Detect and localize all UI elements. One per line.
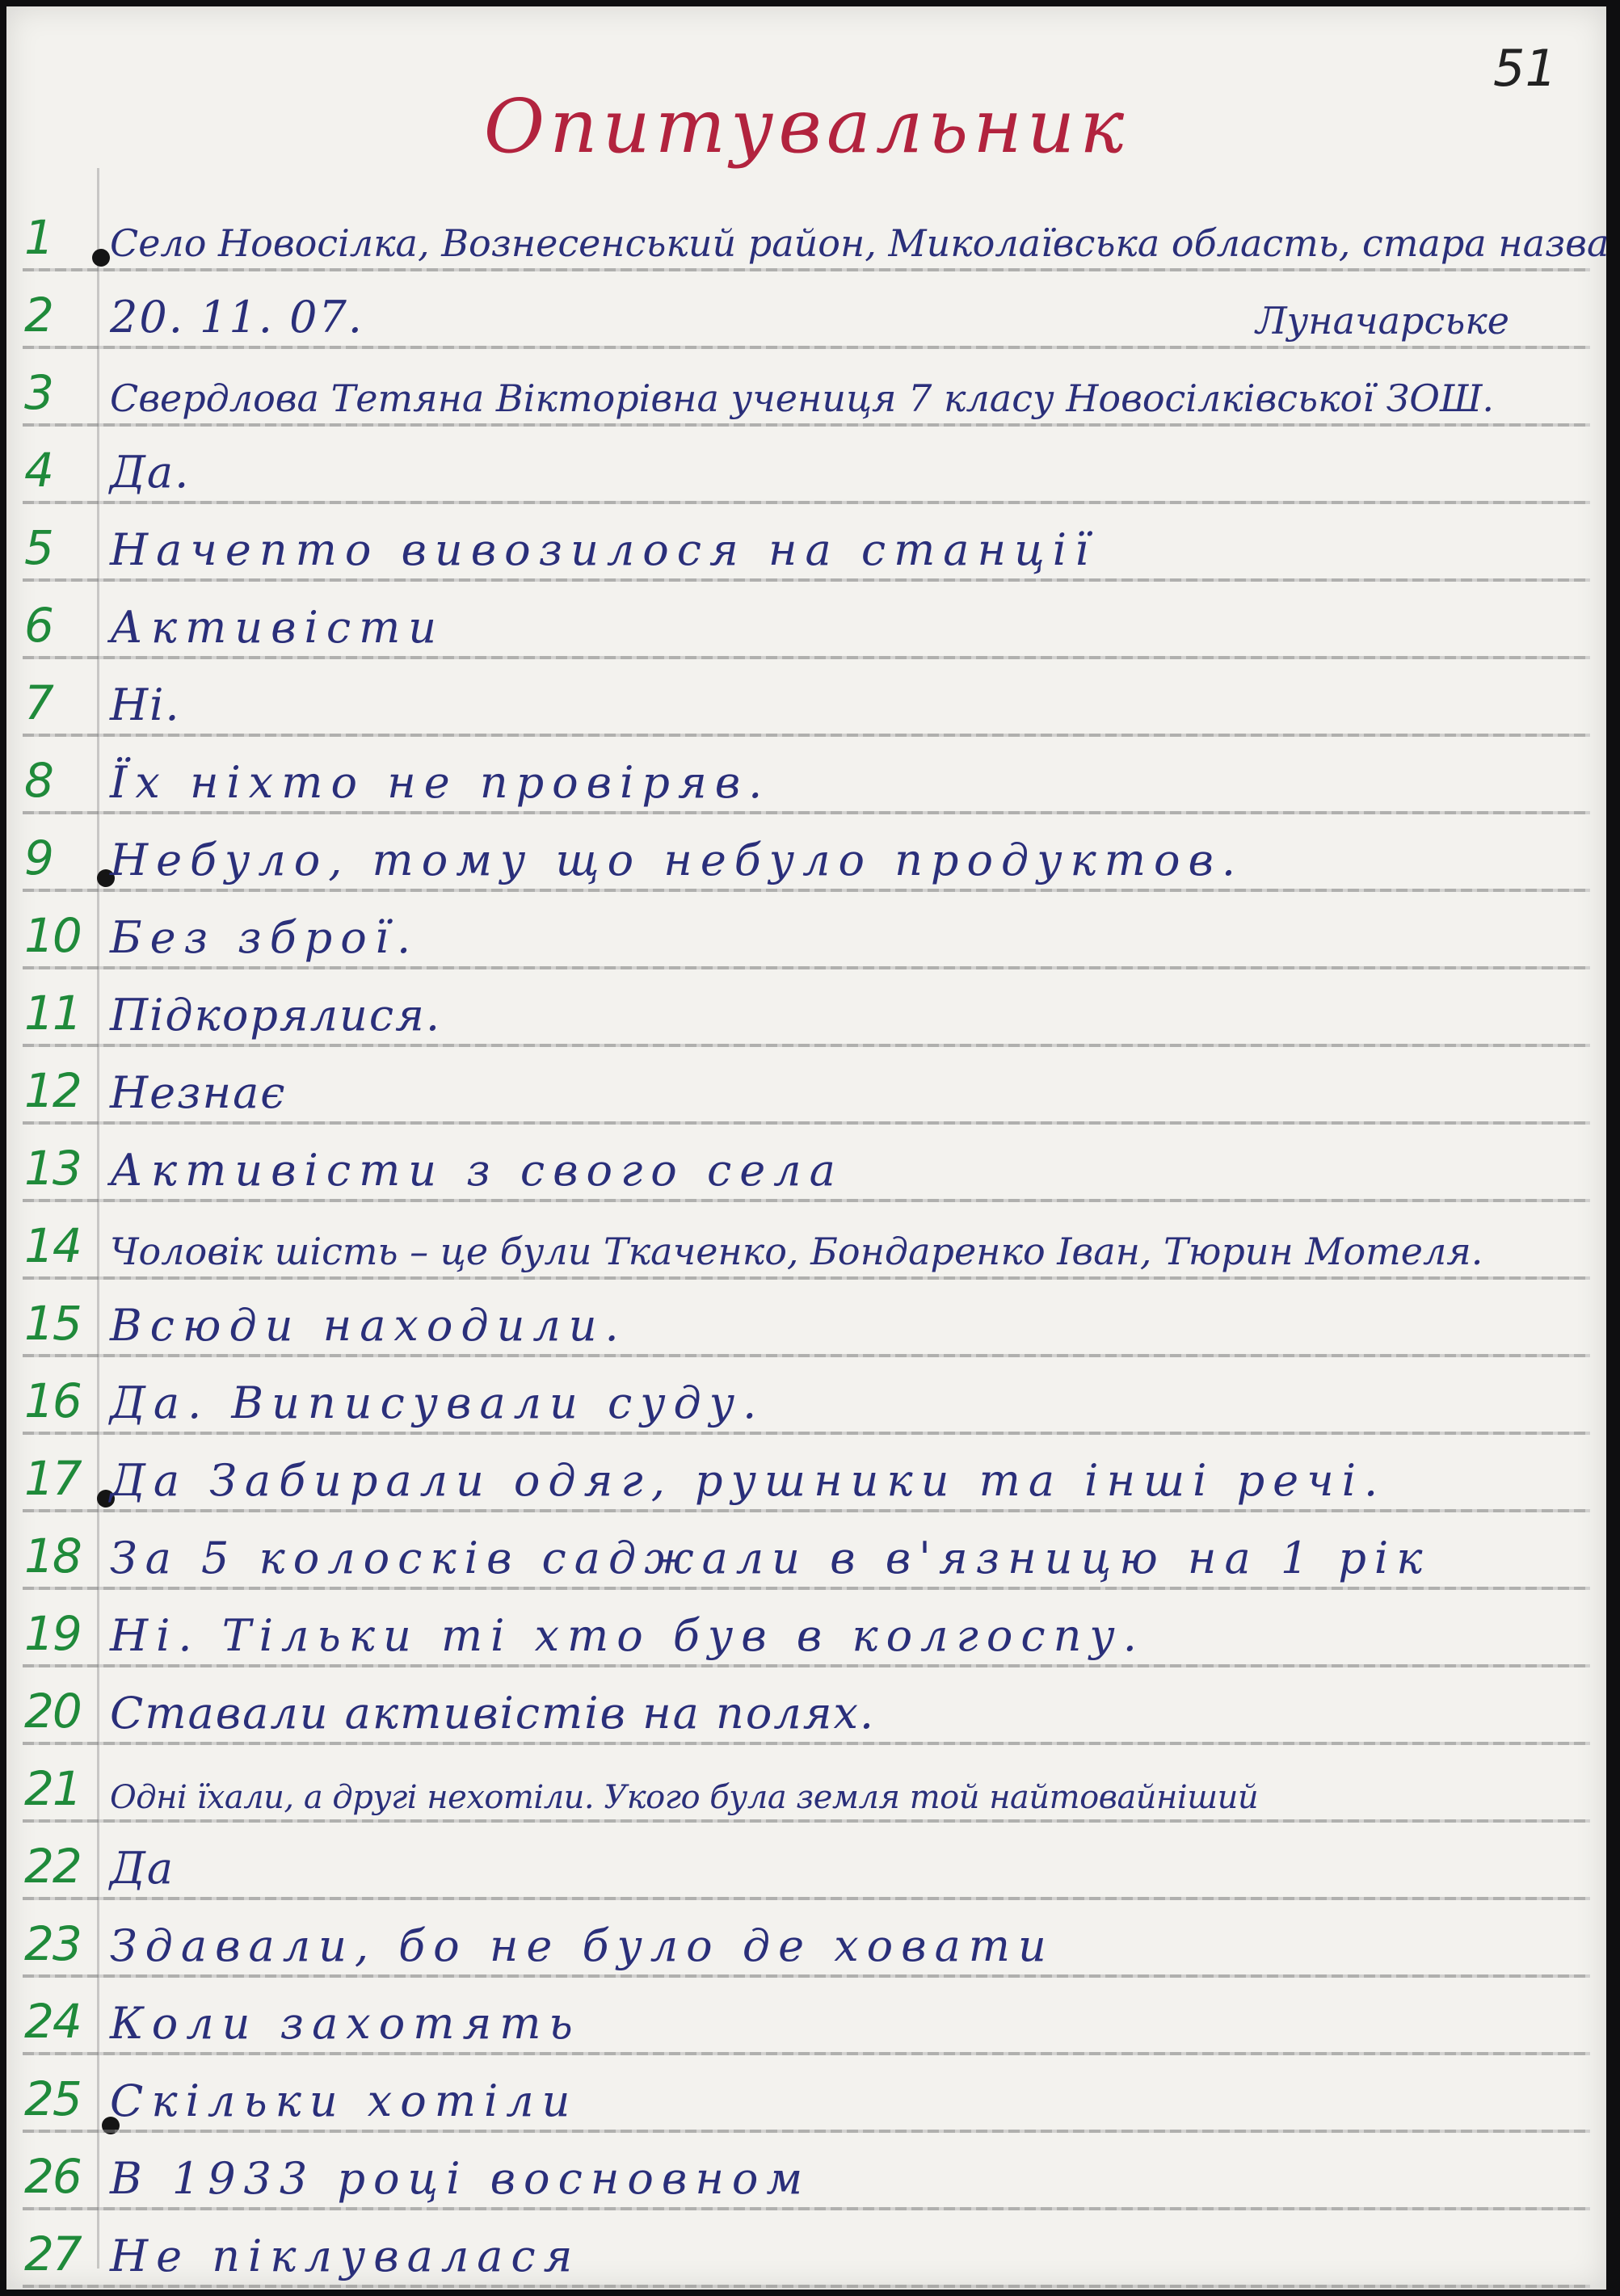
list-item bbox=[6, 737, 1606, 814]
item-number: 6 bbox=[24, 598, 53, 653]
item-number: 25 bbox=[24, 2071, 81, 2126]
page-number: 51 bbox=[1493, 39, 1557, 98]
list-item bbox=[6, 427, 1606, 504]
item-number: 18 bbox=[24, 1529, 81, 1583]
list-item bbox=[6, 1512, 1606, 1590]
item-number: 27 bbox=[24, 2227, 81, 2281]
answer-text: Начепто вивозилося на станції bbox=[110, 524, 1097, 575]
answer-text: Активісти bbox=[110, 602, 445, 653]
list-item bbox=[6, 1823, 1606, 1900]
answer-text: Ні. bbox=[110, 679, 181, 730]
answer-text: За 5 колосків саджали в в'язницю на 1 рік bbox=[110, 1533, 1431, 1583]
answer-text: Да bbox=[110, 1843, 175, 1894]
answer-text: Село Новосілка, Вознесенський район, Миколаївська область, стара назва bbox=[110, 221, 1609, 265]
list-item bbox=[6, 271, 1606, 349]
answer-text: Скільки хотіли bbox=[110, 2075, 579, 2126]
answer-text: Не піклувалася bbox=[110, 2231, 581, 2281]
item-number: 11 bbox=[24, 986, 81, 1041]
list-item bbox=[6, 349, 1606, 427]
answer-text-continued: Луначарське bbox=[1256, 299, 1509, 343]
item-number: 22 bbox=[24, 1839, 81, 1894]
list-item bbox=[6, 892, 1606, 969]
answer-list bbox=[6, 6, 1609, 2290]
item-number: 24 bbox=[24, 1994, 81, 2049]
list-item bbox=[6, 2133, 1606, 2210]
answer-text: 20. 11. 07. bbox=[110, 292, 364, 343]
list-item bbox=[6, 1590, 1606, 1667]
item-number: 19 bbox=[24, 1606, 81, 1661]
answer-text: Небуло, тому що небуло продуктов. bbox=[110, 835, 1244, 885]
item-number: 1 bbox=[24, 210, 53, 265]
answer-text: Активісти з свого села bbox=[110, 1145, 844, 1196]
answer-text: Здавали, бо не було де ховати bbox=[110, 1920, 1054, 1971]
list-item bbox=[6, 1125, 1606, 1202]
answer-text: Без зброї. bbox=[110, 912, 419, 963]
answer-text: Да. Виписували суду. bbox=[110, 1377, 765, 1428]
list-item bbox=[6, 659, 1606, 737]
answer-text: Незнає bbox=[110, 1067, 287, 1118]
answer-text: Да. bbox=[110, 447, 191, 498]
item-number: 21 bbox=[24, 1761, 81, 1816]
item-number: 4 bbox=[24, 443, 53, 498]
list-item bbox=[6, 1047, 1606, 1125]
item-number: 26 bbox=[24, 2149, 81, 2204]
item-number: 9 bbox=[24, 831, 53, 885]
item-number: 15 bbox=[24, 1296, 81, 1351]
list-item bbox=[6, 1978, 1606, 2055]
answer-text: Ні. Тільки ті хто був в колгоспу. bbox=[110, 1610, 1145, 1661]
answer-text: Коли захотять bbox=[110, 1998, 581, 2049]
list-item bbox=[6, 504, 1606, 582]
item-number: 7 bbox=[24, 675, 53, 730]
ruled-line bbox=[23, 2285, 1590, 2288]
list-item bbox=[6, 1202, 1606, 1280]
answer-text: Свердлова Тетяна Вікторівна учениця 7 класу Новосілківської ЗОШ. bbox=[110, 376, 1495, 420]
item-number: 12 bbox=[24, 1063, 81, 1118]
answer-text: Всюди находили. bbox=[110, 1300, 627, 1351]
item-number: 5 bbox=[24, 520, 53, 575]
answer-text: Їх ніхто не провіряв. bbox=[110, 757, 771, 808]
list-item bbox=[6, 1745, 1606, 1823]
item-number: 3 bbox=[24, 365, 53, 420]
item-number: 14 bbox=[24, 1218, 81, 1273]
answer-text: Чоловік шість – це були Ткаченко, Бондаренко Іван, Тюрин Мотеля. bbox=[110, 1230, 1483, 1273]
answer-text: Підкорялися. bbox=[110, 990, 441, 1041]
list-item bbox=[6, 2210, 1606, 2288]
list-item bbox=[6, 1900, 1606, 1978]
item-number: 8 bbox=[24, 753, 53, 808]
item-number: 20 bbox=[24, 1684, 81, 1739]
list-item bbox=[6, 1357, 1606, 1435]
answer-text: Да Забирали одяг, рушники та інші речі. bbox=[110, 1455, 1386, 1506]
list-item bbox=[6, 969, 1606, 1047]
page-title: Опитувальник bbox=[483, 83, 1130, 170]
questionnaire-sheet bbox=[6, 6, 1609, 2290]
list-item bbox=[6, 2055, 1606, 2133]
answer-text: Одні їхали, а другі нехотіли. Укого була земля той найтовайніший bbox=[110, 1779, 1259, 1816]
list-item bbox=[6, 1435, 1606, 1512]
list-item bbox=[6, 1667, 1606, 1745]
item-number: 13 bbox=[24, 1141, 81, 1196]
list-item bbox=[6, 582, 1606, 659]
item-number: 23 bbox=[24, 1916, 81, 1971]
list-item bbox=[6, 814, 1606, 892]
list-item bbox=[6, 1280, 1606, 1357]
item-number: 17 bbox=[24, 1451, 81, 1506]
answer-text: Ставали активістів на полях. bbox=[110, 1688, 876, 1739]
answer-text: В 1933 році восновном bbox=[110, 2153, 811, 2204]
item-number: 10 bbox=[24, 908, 81, 963]
item-number: 2 bbox=[24, 288, 53, 343]
item-number: 16 bbox=[24, 1373, 81, 1428]
